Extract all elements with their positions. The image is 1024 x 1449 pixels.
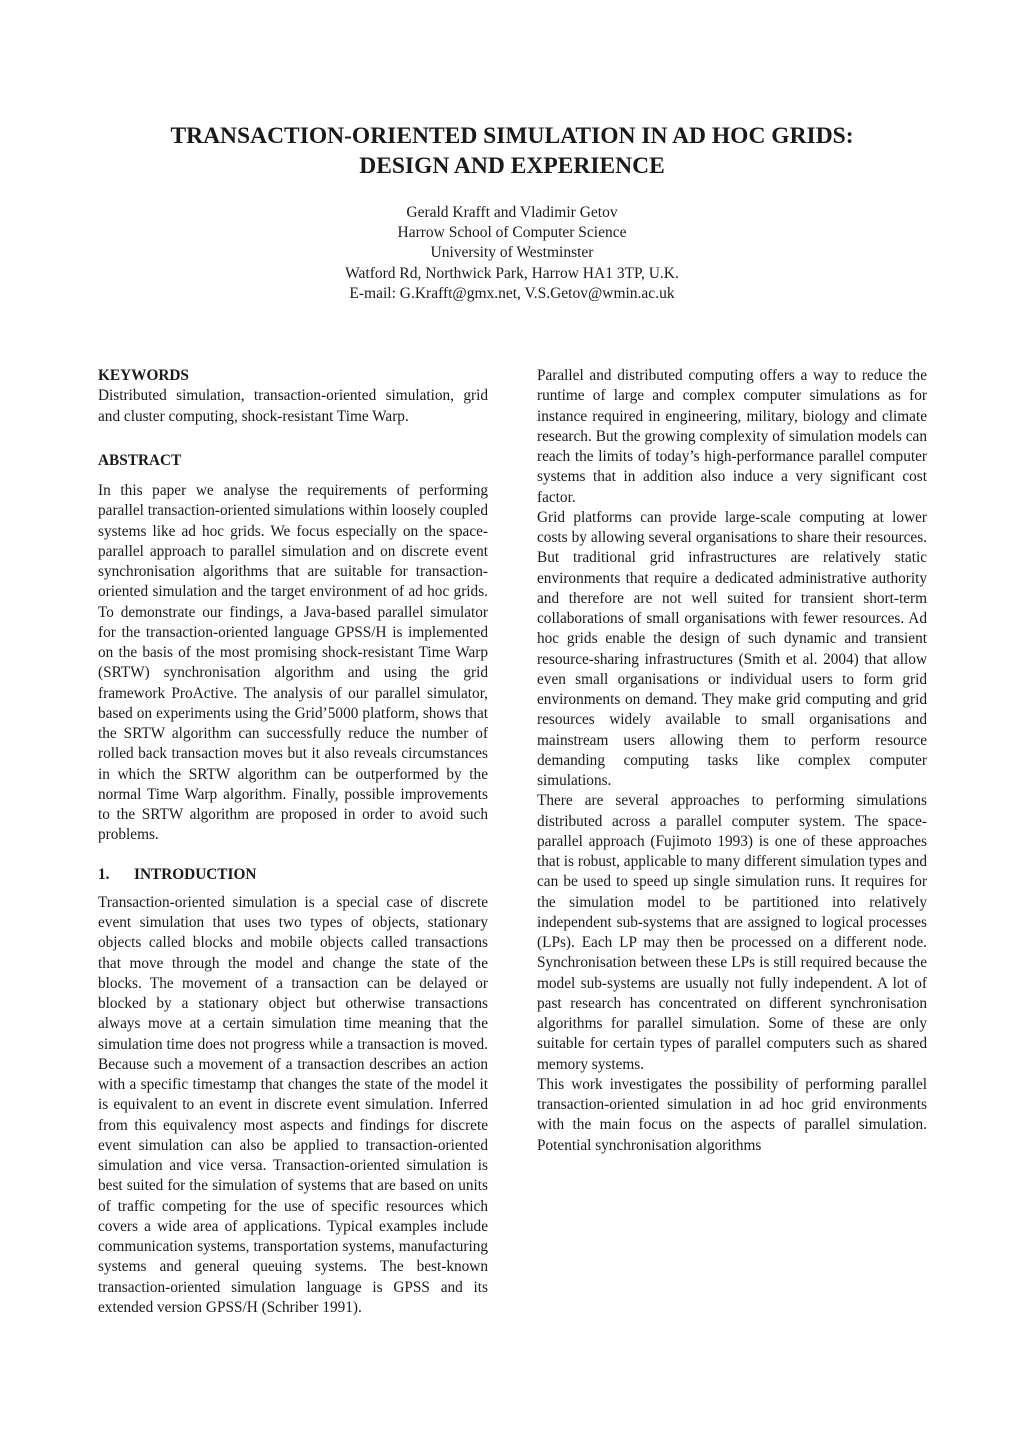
keywords-text: Distributed simulation, transaction-oriented simulation, grid and cluster computing, shock-resistant Time Warp. [98, 387, 488, 425]
right-column [537, 366, 927, 1156]
introduction-paragraph-5: This work investigates the possibility of performing parallel transaction-oriented simulation in ad hoc grid environments with the main focus on the aspects of parallel simulation. Potential synchronisation algorithms [537, 1075, 927, 1154]
introduction-paragraph-1: Transaction-oriented simulation is a special case of discrete event simulation that uses two types of objects, stationary objects called blocks and mobile objects called transactions that move through the model and change the state of the blocks. The movement of a transaction can be delayed or blocked by a stationary object but otherwise transactions always move at a certain simulation time meaning that the simulation time does not progress while a transaction is moved. Because such a movement of a transaction describes an action with a specific timestamp that changes the state of the model it is equivalent to an event in discrete event simulation. Inferred from this equivalency most aspects and findings for discrete event simulation can also be applied to transaction-oriented simulation and vice versa. Transaction-oriented simulation is best suited for the simulation of systems that are based on units of traffic competing for the use of specific resources which covers a wide area of applications. Typical examples include communication systems, transportation systems, manufacturing systems and general queuing systems. The best-known transaction-oriented simulation language is GPSS and its extended version GPSS/H (Schriber 1991). [98, 893, 488, 1316]
paper-title [0, 121, 1024, 181]
section-title: INTRODUCTION [134, 865, 257, 883]
abstract-text: In this paper we analyse the requirements of performing parallel transaction-oriented simulations within loosely coupled systems like ad hoc grids. We focus especially on the space-parallel approach to parallel simulation and on discrete event synchronisation algorithms that are suitable for transaction-oriented simulation and the target environment of ad hoc grids. To demonstrate our findings, a Java-based parallel simulator for the transaction-oriented language GPSS/H is implemented on the basis of the most promising shock-resistant Time Warp (SRTW) synchronisation algorithm and using the grid framework ProActive. The analysis of our parallel simulator, based on experiments using the Grid’5000 platform, shows that the SRTW algorithm can successfully reduce the number of rolled back transaction moves but it also reveals circumstances in which the SRTW algorithm can be outperformed by the normal Time Warp algorithm. Finally, possible improvements to the SRTW algorithm are proposed in order to avoid such problems. [98, 482, 488, 844]
affiliation-school: Harrow School of Computer Science [397, 224, 627, 242]
section-number: 1. [98, 865, 110, 883]
left-column [98, 366, 488, 1318]
title-line-2: DESIGN AND EXPERIENCE [359, 153, 665, 179]
introduction-heading [98, 865, 488, 885]
keywords-heading: KEYWORDS [98, 367, 189, 384]
author-email: E-mail: G.Krafft@gmx.net, V.S.Getov@wmin.ac.uk [349, 284, 675, 302]
introduction-paragraph-4: There are several approaches to performing simulations distributed across a parallel computer system. The space-parallel approach (Fujimoto 1993) is one of these approaches that is robust, applicable to many different simulation types and can be used to speed up single simulation runs. It requires for the simulation model to be partitioned into relatively independent sub-systems that are assigned to logical processes (LPs). Each LP may then be processed on a different node. Synchronisation between these LPs is still required because the model sub-systems are usually not fully independent. A lot of past research has concentrated on different synchronisation algorithms for parallel simulation. Some of these are only suitable for certain types of parallel computers such as shared memory systems. [537, 792, 927, 1073]
author-names: Gerald Krafft and Vladimir Getov [406, 204, 618, 221]
author-block [0, 203, 1024, 304]
introduction-paragraph-2: Parallel and distributed computing offers a way to reduce the runtime of large and complex computer simulations as for instance required in engineering, military, biology and climate research. But the growing complexity of simulation models can reach the limits of today’s high-performance parallel computer systems that in addition also induce a very significant cost factor. [537, 367, 927, 506]
author-address: Watford Rd, Northwick Park, Harrow HA1 3TP, U.K. [345, 264, 679, 282]
title-line-1: TRANSACTION-ORIENTED SIMULATION IN AD HOC GRIDS: [170, 123, 854, 149]
affiliation-university: University of Westminster [430, 244, 594, 262]
introduction-paragraph-3: Grid platforms can provide large-scale computing at lower costs by allowing several organisations to share their resources. But traditional grid infrastructures are relatively static environments that require a dedicated administrative authority and therefore are not well suited for transient short-term collaborations of small organisations with fewer resources. Ad hoc grids enable the design of such dynamic and transient resource-sharing infrastructures (Smith et al. 2004) that allow even small organisations or individual users to form grid environments on demand. They make grid computing and grid resources widely available to small organisations and mainstream users allowing them to perform resource demanding computing tasks like complex computer simulations. [537, 508, 927, 789]
abstract-heading: ABSTRACT [98, 451, 182, 469]
